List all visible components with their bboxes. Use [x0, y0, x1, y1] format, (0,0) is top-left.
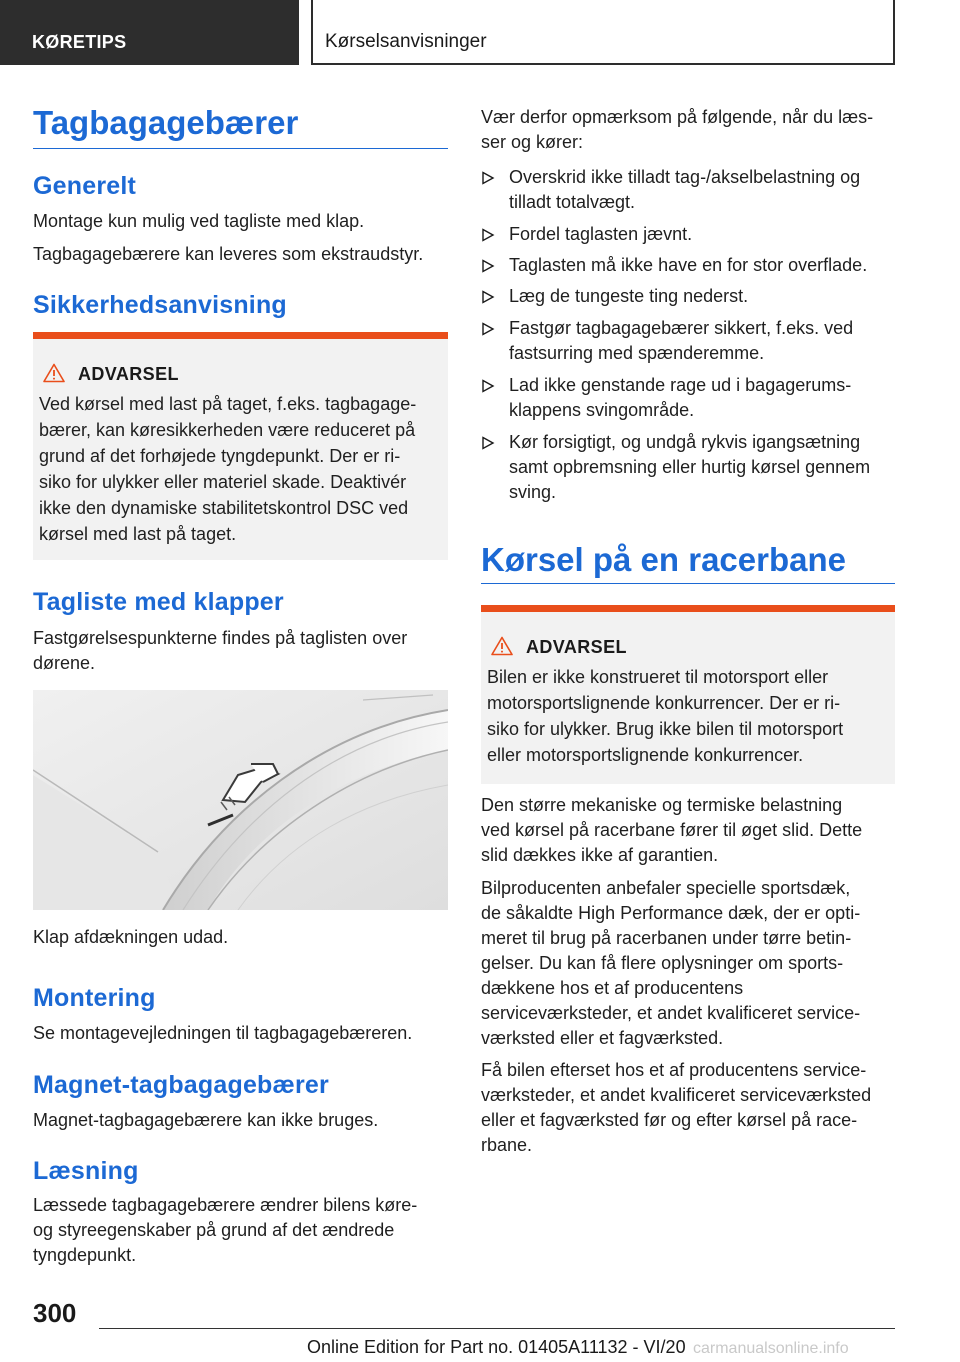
warning-title: ADVARSEL — [78, 364, 179, 384]
photo-caption: Klap afdækningen udad. — [33, 927, 229, 947]
paragraph-line: eller et fagværksted før og efter kørsel på race- — [481, 1110, 858, 1130]
warning-line: grund af det forhøjede tyngdepunkt. Der er ri- — [39, 446, 401, 466]
page-number: 300 — [33, 1298, 77, 1328]
roof-rail-illustration — [33, 690, 448, 910]
heading-generelt: Generelt — [33, 172, 137, 200]
section-title: KØRETIPS — [32, 32, 127, 52]
intro-paragraph — [481, 105, 895, 155]
roof-rail-photo — [33, 690, 448, 910]
bullet-triangle-icon — [481, 436, 495, 450]
paragraph-line: Den større mekaniske og termiske belastning — [481, 795, 843, 815]
list-line: samt opbremsning eller hurtig kørsel gennem — [509, 457, 871, 477]
title-rule — [33, 148, 448, 149]
paragraph-line: serviceværksteder, et andet kvalificeret service- — [481, 1003, 861, 1023]
list-line: sving. — [509, 482, 557, 502]
warning-line: Bilen er ikke konstrueret til motorsport eller — [487, 667, 829, 687]
list-line: Læg de tungeste ting nederst. — [509, 286, 749, 306]
warning-text — [487, 664, 891, 768]
list-line: Kør forsigtigt, og undgå rykvis igangsætning — [509, 432, 861, 452]
paragraph-line: Fastgørelsespunkterne findes på taglisten over — [33, 628, 408, 648]
warning-title: ADVARSEL — [526, 637, 627, 657]
warning-triangle-icon — [491, 636, 513, 656]
chapter-title: Kørselsanvisninger — [325, 31, 487, 52]
warning-triangle-icon — [43, 363, 65, 383]
list-line: fastsurring med spænderemme. — [509, 343, 765, 363]
title-rule — [481, 583, 895, 584]
warning-line: kørsel med last på taget. — [39, 524, 237, 544]
section-tab — [0, 0, 299, 65]
bullet-triangle-icon — [481, 171, 495, 185]
list-line: Lad ikke genstande rage ud i bagagerums- — [509, 375, 852, 395]
bullet-triangle-icon — [481, 322, 495, 336]
paragraph-line: rbane. — [481, 1135, 533, 1155]
bullet-triangle-icon — [481, 259, 495, 273]
paragraph: Se montagevejledningen til tagbagagebæreren. — [33, 1023, 413, 1043]
paragraph-line: Få bilen efterset hos et af producentens service- — [481, 1060, 867, 1080]
paragraph — [481, 1058, 895, 1158]
paragraph-line: tyngdepunkt. — [33, 1245, 137, 1265]
warning-box — [481, 605, 895, 784]
section-title-racerbane: Kørsel på en racerbane — [481, 541, 846, 578]
list-line: Overskrid ikke tilladt tag-/akselbelastning og — [509, 167, 861, 187]
paragraph-line: og styreegenskaber på grund af det ændrede — [33, 1220, 395, 1240]
heading-montering: Montering — [33, 984, 156, 1012]
warning-line: Ved kørsel med last på taget, f.eks. tagbagage- — [39, 394, 417, 414]
bullet-triangle-icon — [481, 228, 495, 242]
paragraph: Magnet-tagbagagebærere kan ikke bruges. — [33, 1110, 379, 1130]
paragraph: Montage kun mulig ved tagliste med klap. — [33, 211, 365, 231]
watermark: carmanualsonline.info — [693, 1340, 849, 1357]
paragraph — [33, 626, 448, 676]
footer-rule — [99, 1328, 895, 1329]
warning-box — [33, 332, 448, 560]
paragraph-line: værksted eller et fagværksted. — [481, 1028, 724, 1048]
paragraph-line: de såkaldte High Performance dæk, der er opti- — [481, 903, 861, 923]
list-line: tilladt totalvægt. — [509, 192, 636, 212]
paragraph-line: dørene. — [33, 653, 96, 673]
bullet-triangle-icon — [481, 379, 495, 393]
list-line: Taglasten må ikke have en for stor overflade. — [509, 255, 868, 275]
warning-line: eller motorsportslignende konkurrencer. — [487, 745, 804, 765]
warning-line: ikke den dynamiske stabilitetskontrol DSC ved — [39, 498, 409, 518]
paragraph-line: ved kørsel på racerbane fører til øget slid. Dette — [481, 820, 863, 840]
heading-magnet: Magnet‑tagbagagebærer — [33, 1071, 329, 1099]
paragraph-line: gelser. Du kan få flere oplysninger om sports- — [481, 953, 844, 973]
warning-line: siko for ulykker. Brug ikke bilen til motorsport — [487, 719, 844, 739]
paragraph: Tagbagagebærere kan leveres som ekstraudstyr. — [33, 244, 424, 264]
list-line: klappens svingområde. — [509, 400, 695, 420]
paragraph-line: Læssede tagbagagebærere ændrer bilens køre- — [33, 1195, 418, 1215]
chapter-tab — [311, 0, 895, 65]
paragraph-line: ser og kører: — [481, 132, 584, 152]
paragraph-line: Bilproducenten anbefaler specielle sportsdæk, — [481, 878, 851, 898]
heading-tagliste: Tagliste med klapper — [33, 588, 284, 616]
paragraph-line: Vær derfor opmærksom på følgende, når du læs- — [481, 107, 874, 127]
paragraph-line: meret til brug på racerbanen under tørre betin- — [481, 928, 852, 948]
paragraph — [33, 1193, 453, 1268]
list-line: Fastgør tagbagagebærer sikkert, f.eks. ved — [509, 318, 854, 338]
bullet-triangle-icon — [481, 290, 495, 304]
heading-laesning: Læsning — [33, 1157, 139, 1185]
footer-edition: Online Edition for Part no. 01405A11132 - VI/20 — [307, 1337, 686, 1357]
heading-sikkerhed: Sikkerhedsanvisning — [33, 291, 287, 319]
warning-text — [39, 391, 444, 547]
page-title: Tagbagagebærer — [33, 104, 299, 141]
paragraph-line: værksteder, et andet kvalificeret serviceværksted — [481, 1085, 872, 1105]
warning-line: siko for ulykker eller materiel skade. Deaktivér — [39, 472, 407, 492]
warning-line: bærer, kan køresikkerheden være reduceret på — [39, 420, 416, 440]
warning-line: motorsportslignende konkurrencer. Der er ri- — [487, 693, 841, 713]
paragraph-line: dækkene hos et af producentens — [481, 978, 744, 998]
paragraph — [481, 876, 895, 1051]
list-line: Fordel taglasten jævnt. — [509, 224, 693, 244]
paragraph — [481, 793, 895, 868]
paragraph-line: slid dækkes ikke af garantien. — [481, 845, 719, 865]
